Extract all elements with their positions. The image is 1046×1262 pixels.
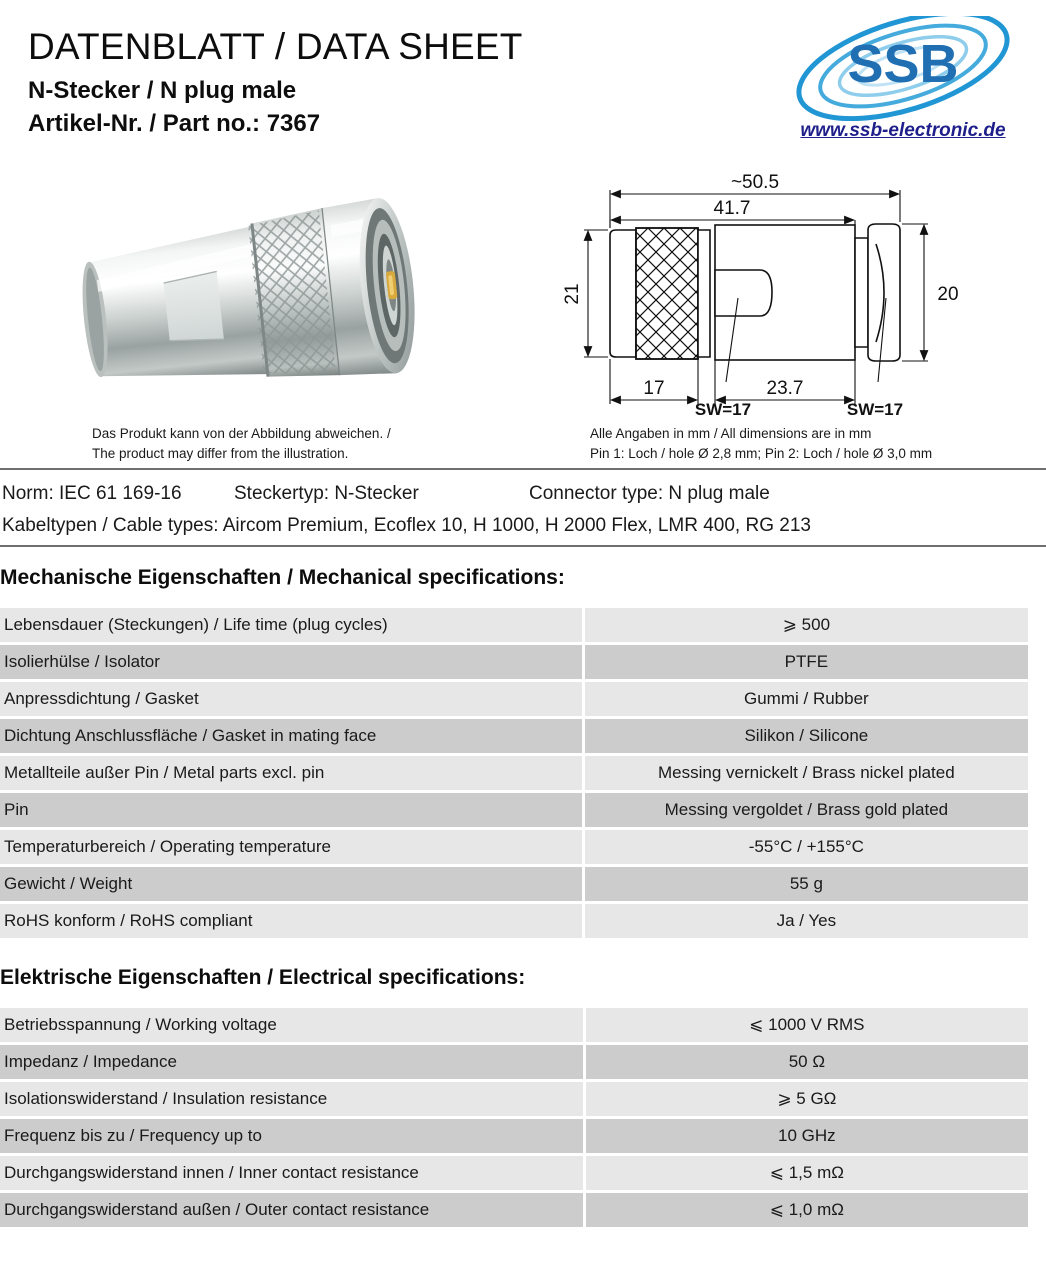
dim-knurl-height: 21 — [562, 283, 583, 305]
spec-value: ⩾ 500 — [585, 608, 1028, 645]
ssb-logo-icon — [778, 16, 1028, 121]
spec-label: Gewicht / Weight — [0, 867, 585, 904]
table-row — [0, 1193, 1028, 1230]
spec-value: Ja / Yes — [585, 904, 1028, 941]
table-row — [0, 830, 1028, 867]
norm-plug-type-de: Steckertyp: N-Stecker — [234, 483, 419, 504]
electrical-heading: Elektrische Eigenschaften / Electrical specifications: — [0, 966, 526, 989]
spec-value: ⩽ 1000 V RMS — [586, 1008, 1028, 1045]
table-row — [0, 682, 1028, 719]
spec-value: PTFE — [585, 645, 1028, 682]
table-row — [0, 1045, 1028, 1082]
spec-value: 55 g — [585, 867, 1028, 904]
spec-value: Gummi / Rubber — [585, 682, 1028, 719]
spec-label: Isolierhülse / Isolator — [0, 645, 585, 682]
n-plug-male-connector-photo — [70, 180, 470, 420]
part-number: Artikel-Nr. / Part no.: 7367 — [28, 110, 321, 138]
divider-below-norm — [0, 545, 1046, 547]
spec-label: Impedanz / Impedance — [0, 1045, 586, 1082]
table-row — [0, 867, 1028, 904]
spec-value: ⩽ 1,5 mΩ — [586, 1156, 1028, 1193]
website-link[interactable]: www.ssb-electronic.de — [800, 120, 1006, 141]
dim-barrel-length: 23.7 — [766, 378, 804, 399]
table-row — [0, 719, 1028, 756]
spec-value: 10 GHz — [586, 1119, 1028, 1156]
spec-label: RoHS konform / RoHS compliant — [0, 904, 585, 941]
spec-label: Frequenz bis zu / Frequency up to — [0, 1119, 586, 1156]
spec-label: Metallteile außer Pin / Metal parts excl. pin — [0, 756, 585, 793]
norm-row — [2, 483, 770, 505]
product-name: N-Stecker / N plug male — [28, 76, 297, 104]
mechanical-specifications-table — [0, 608, 1028, 941]
spec-value: ⩽ 1,0 mΩ — [586, 1193, 1028, 1230]
dim-wrench-flat-2: SW=17 — [846, 400, 904, 419]
spec-label: Isolationswiderstand / Insulation resistance — [0, 1082, 586, 1119]
spec-value: Messing vernickelt / Brass nickel plated — [585, 756, 1028, 793]
logo-wordmark: SSB — [847, 34, 959, 94]
spec-label: Lebensdauer (Steckungen) / Life time (plug cycles) — [0, 608, 585, 645]
spec-label: Dichtung Anschlussfläche / Gasket in mating face — [0, 719, 585, 756]
spec-label: Temperaturbereich / Operating temperature — [0, 830, 585, 867]
spec-value: Silikon / Silicone — [585, 719, 1028, 756]
photo-caption — [92, 424, 391, 463]
spec-label: Betriebsspannung / Working voltage — [0, 1008, 586, 1045]
product-photo-area — [0, 172, 540, 461]
spec-value: Messing vergoldet / Brass gold plated — [585, 793, 1028, 830]
table-row — [0, 1119, 1028, 1156]
dim-wrench-flat-1: SW=17 — [694, 400, 752, 419]
dimensional-drawing-area — [540, 172, 1046, 461]
table-row — [0, 904, 1028, 941]
drawing-caption — [590, 424, 932, 463]
electrical-specifications-table — [0, 1008, 1028, 1230]
mechanical-heading: Mechanische Eigenschaften / Mechanical specifications: — [0, 566, 565, 589]
table-row — [0, 1156, 1028, 1193]
brand-logo — [778, 16, 1028, 151]
figures-row — [0, 172, 1046, 468]
spec-label: Anpressdichtung / Gasket — [0, 682, 585, 719]
dim-knurl-length: 17 — [643, 378, 665, 399]
page-title: DATENBLATT / DATA SHEET — [28, 26, 523, 67]
dim-body-length: 41.7 — [713, 198, 751, 219]
photo-caption-line-1: Das Produkt kann von der Abbildung abweichen. / — [92, 426, 391, 441]
norm-cable-types: Kabeltypen / Cable types: Aircom Premium, Ecoflex 10, H 1000, H 2000 Flex, LMR 400, RG 213 — [2, 515, 811, 536]
table-row — [0, 608, 1028, 645]
table-row — [0, 1008, 1028, 1045]
spec-value: -55°C / +155°C — [585, 830, 1028, 867]
spec-label: Durchgangswiderstand außen / Outer contact resistance — [0, 1193, 586, 1230]
drawing-caption-line-1: Alle Angaben in mm / All dimensions are in mm — [590, 426, 872, 441]
n-plug-dimensional-drawing — [560, 172, 980, 422]
table-row — [0, 645, 1028, 682]
spec-value: ⩾ 5 GΩ — [586, 1082, 1028, 1119]
photo-caption-line-2: The product may differ from the illustration. — [92, 445, 349, 461]
dim-rear-height: 20 — [937, 284, 959, 305]
norm-standard: Norm: IEC 61 169-16 — [2, 483, 182, 504]
spec-value: 50 Ω — [586, 1045, 1028, 1082]
title-block — [28, 28, 523, 138]
norm-plug-type-en: Connector type: N plug male — [529, 483, 770, 504]
divider-above-norm — [0, 468, 1046, 470]
table-row — [0, 793, 1028, 830]
spec-label: Durchgangswiderstand innen / Inner contact resistance — [0, 1156, 586, 1193]
page-header — [0, 0, 1046, 175]
drawing-caption-line-2: Pin 1: Loch / hole Ø 2,8 mm; Pin 2: Loch / hole Ø 3,0 mm — [590, 445, 933, 461]
spec-label: Pin — [0, 793, 585, 830]
table-row — [0, 756, 1028, 793]
dim-overall-length: ~50.5 — [730, 172, 780, 193]
table-row — [0, 1082, 1028, 1119]
